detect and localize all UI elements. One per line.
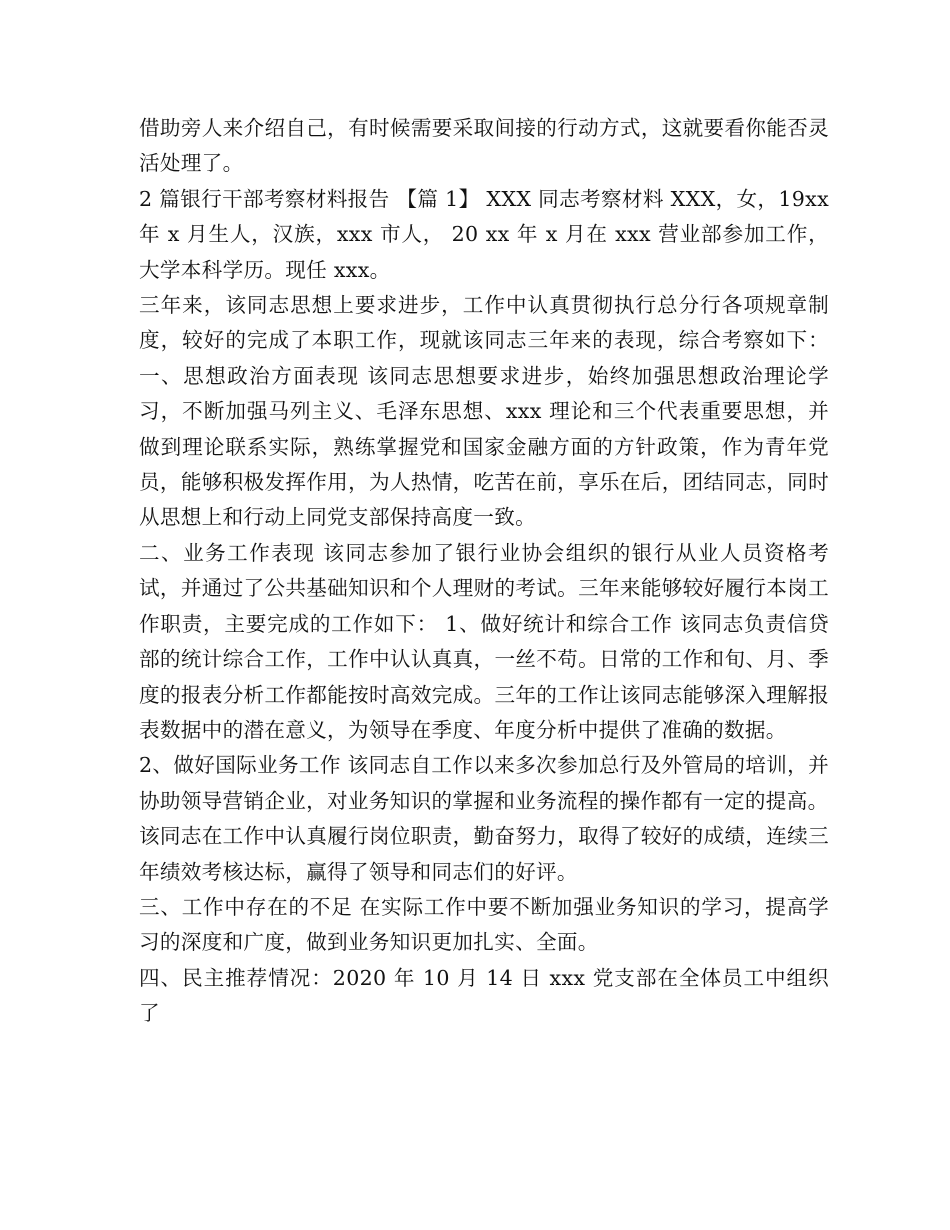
paragraph-political-performance: 三年来，该同志思想上要求进步，工作中认真贯彻执行总分行各项规章制度，较好的完成了本职工作，现就该同志三年来的表现，综合考察如下： 一、思想政治方面表现 该同志思想要求进步，始终加强思想政治理论学习，不断加强马列主义、毛泽东思想、xxx 理论和三个代表重要思想，并做到理论联系实际，熟练掌握党和国家金融方面的方针政策，作为青年党员，能够积极发挥作用，为人热情，吃苦在前，享乐在后，团结同志，同时从思想上和行动上同党支部保持高度一致。 [139, 293, 829, 530]
paragraph-recommendation: 四、民主推荐情况：2020 年 10 月 14 日 xxx 党支部在全体员工中组织了 [139, 965, 829, 1026]
paragraph-intro-continuation: 借助旁人来介绍自己，有时候需要采取间接的行动方式，这就要看你能否灵活处理了。 [139, 116, 829, 176]
paragraph-evaluation: 该同志在工作中认真履行岗位职责，勤奋努力，取得了较好的成绩，连续三年绩效考核达标，赢得了领导和同志们的好评。 [139, 824, 829, 884]
paragraph-business-performance: 二、业务工作表现 该同志参加了银行业协会组织的银行从业人员资格考试，并通过了公共基础知识和个人理财的考试。三年来能够较好履行本岗工作职责，主要完成的工作如下： 1、做好统计和综合工作 该同志负责信贷部的统计综合工作，工作中认认真真，一丝不苟。日常的工作和旬、月、季度的报表分析工作都能按时高效完成。三年的工作让该同志能够深入理解报表数据中的潜在意义，为领导在季度、年度分析中提供了准确的数据。 [139, 540, 829, 742]
paragraph-international-business: 2、做好国际业务工作 该同志自工作以来多次参加总行及外管局的培训，并协助领导营销企业，对业务知识的掌握和业务流程的操作都有一定的提高。 [139, 753, 829, 813]
paragraph-shortcomings: 三、工作中存在的不足 在实际工作中要不断加强业务知识的学习，提高学习的深度和广度，做到业务知识更加扎实、全面。 [139, 894, 829, 955]
paragraph-report-heading: 2 篇银行干部考察材料报告 【篇 1】 XXX 同志考察材料 XXX，女，19xx 年 x 月生人，汉族，xxx 市人， 20 xx 年 x 月在 xxx 营业部参加工作，大学本科学历。现任 xxx。 [139, 186, 829, 282]
document-body [139, 111, 829, 1032]
